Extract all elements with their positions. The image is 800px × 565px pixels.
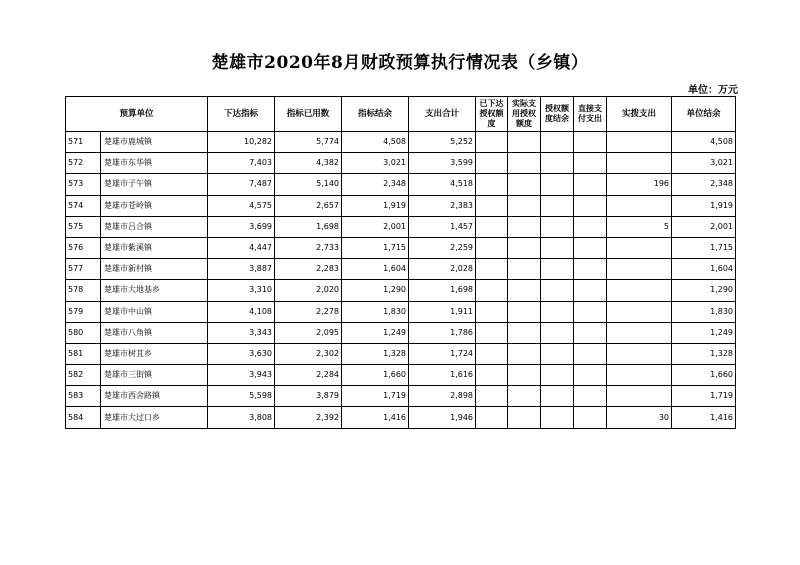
row-number: 576 xyxy=(66,237,101,258)
row-unit-balance: 1,919 xyxy=(672,195,736,216)
table-row xyxy=(66,216,736,237)
row-direct xyxy=(574,174,607,195)
row-number: 574 xyxy=(66,195,101,216)
row-balance: 1,604 xyxy=(342,259,409,280)
row-issued: 4,575 xyxy=(208,195,275,216)
row-issued: 7,403 xyxy=(208,153,275,174)
row-direct xyxy=(574,343,607,364)
row-number: 575 xyxy=(66,216,101,237)
row-total: 2,383 xyxy=(409,195,476,216)
row-allocation xyxy=(607,322,672,343)
row-total: 1,724 xyxy=(409,343,476,364)
row-auth-balance xyxy=(541,132,574,153)
row-auth-balance xyxy=(541,322,574,343)
row-used: 2,020 xyxy=(275,280,342,301)
row-auth-used xyxy=(508,259,541,280)
row-auth-used xyxy=(508,195,541,216)
row-unit-balance: 1,715 xyxy=(672,237,736,258)
col-header-balance: 指标结余 xyxy=(342,97,409,132)
row-auth xyxy=(476,343,508,364)
row-used: 4,382 xyxy=(275,153,342,174)
row-used: 3,879 xyxy=(275,386,342,407)
row-auth-balance xyxy=(541,237,574,258)
row-used: 2,302 xyxy=(275,343,342,364)
row-auth xyxy=(476,259,508,280)
row-issued: 3,630 xyxy=(208,343,275,364)
row-number: 582 xyxy=(66,365,101,386)
table-row xyxy=(66,343,736,364)
row-auth-balance xyxy=(541,174,574,195)
table-row xyxy=(66,153,736,174)
row-unit-name: 楚雄市子午镇 xyxy=(101,174,208,195)
row-auth-used xyxy=(508,365,541,386)
row-allocation xyxy=(607,195,672,216)
table-row xyxy=(66,195,736,216)
row-balance: 2,001 xyxy=(342,216,409,237)
row-unit-name: 楚雄市大地基乡 xyxy=(101,280,208,301)
row-allocation xyxy=(607,343,672,364)
row-direct xyxy=(574,153,607,174)
row-auth xyxy=(476,301,508,322)
table-row xyxy=(66,280,736,301)
row-used: 2,392 xyxy=(275,407,342,428)
col-header-allocation: 实拨支出 xyxy=(607,97,672,132)
row-used: 2,095 xyxy=(275,322,342,343)
row-total: 2,259 xyxy=(409,237,476,258)
row-issued: 5,598 xyxy=(208,386,275,407)
row-auth xyxy=(476,195,508,216)
row-number: 579 xyxy=(66,301,101,322)
row-auth xyxy=(476,365,508,386)
row-used: 2,657 xyxy=(275,195,342,216)
row-total: 1,911 xyxy=(409,301,476,322)
row-balance: 1,328 xyxy=(342,343,409,364)
row-unit-balance: 2,348 xyxy=(672,174,736,195)
row-number: 578 xyxy=(66,280,101,301)
row-auth-balance xyxy=(541,216,574,237)
row-direct xyxy=(574,407,607,428)
row-issued: 3,310 xyxy=(208,280,275,301)
row-used: 2,284 xyxy=(275,365,342,386)
row-auth-used xyxy=(508,301,541,322)
row-auth-balance xyxy=(541,407,574,428)
row-issued: 4,108 xyxy=(208,301,275,322)
table-row xyxy=(66,259,736,280)
row-balance: 1,719 xyxy=(342,386,409,407)
row-allocation xyxy=(607,132,672,153)
row-unit-name: 楚雄市东华镇 xyxy=(101,153,208,174)
table-row xyxy=(66,365,736,386)
row-auth-used xyxy=(508,322,541,343)
row-unit-balance: 1,416 xyxy=(672,407,736,428)
row-unit-name: 楚雄市鹿城镇 xyxy=(101,132,208,153)
table-row xyxy=(66,407,736,428)
table-row xyxy=(66,301,736,322)
page-title: 楚雄市2020年8月财政预算执行情况表（乡镇） xyxy=(211,53,589,73)
col-header-issued: 下达指标 xyxy=(208,97,275,132)
row-total: 4,518 xyxy=(409,174,476,195)
row-direct xyxy=(574,365,607,386)
row-auth-used xyxy=(508,280,541,301)
row-direct xyxy=(574,259,607,280)
table-header-row xyxy=(66,97,736,132)
row-number: 584 xyxy=(66,407,101,428)
row-total: 1,946 xyxy=(409,407,476,428)
row-allocation xyxy=(607,365,672,386)
table-row xyxy=(66,174,736,195)
row-unit-balance: 1,249 xyxy=(672,322,736,343)
row-issued: 7,487 xyxy=(208,174,275,195)
row-unit-balance: 3,021 xyxy=(672,153,736,174)
row-total: 5,252 xyxy=(409,132,476,153)
col-header-direct: 直接支付支出 xyxy=(574,97,607,132)
row-number: 580 xyxy=(66,322,101,343)
row-unit-name: 楚雄市大过口乡 xyxy=(101,407,208,428)
row-unit-name: 楚雄市西舍路镇 xyxy=(101,386,208,407)
row-direct xyxy=(574,237,607,258)
row-auth xyxy=(476,237,508,258)
row-auth-used xyxy=(508,153,541,174)
row-issued: 10,282 xyxy=(208,132,275,153)
row-balance: 3,021 xyxy=(342,153,409,174)
row-allocation xyxy=(607,259,672,280)
row-auth-balance xyxy=(541,153,574,174)
row-used: 2,283 xyxy=(275,259,342,280)
row-balance: 1,919 xyxy=(342,195,409,216)
col-header-unit-balance: 单位结余 xyxy=(672,97,736,132)
row-direct xyxy=(574,322,607,343)
row-unit-balance: 1,604 xyxy=(672,259,736,280)
table-row xyxy=(66,237,736,258)
row-issued: 3,943 xyxy=(208,365,275,386)
row-unit-name: 楚雄市苍岭镇 xyxy=(101,195,208,216)
row-issued: 3,887 xyxy=(208,259,275,280)
row-unit-name: 楚雄市八角镇 xyxy=(101,322,208,343)
row-number: 572 xyxy=(66,153,101,174)
row-used: 1,698 xyxy=(275,216,342,237)
col-header-auth-used: 实际支用授权额度 xyxy=(508,97,541,132)
row-used: 5,774 xyxy=(275,132,342,153)
row-direct xyxy=(574,195,607,216)
row-allocation xyxy=(607,386,672,407)
row-unit-balance: 1,830 xyxy=(672,301,736,322)
row-total: 2,028 xyxy=(409,259,476,280)
row-allocation: 30 xyxy=(607,407,672,428)
row-auth xyxy=(476,322,508,343)
row-auth-used xyxy=(508,237,541,258)
row-balance: 4,508 xyxy=(342,132,409,153)
row-auth-balance xyxy=(541,280,574,301)
row-issued: 3,343 xyxy=(208,322,275,343)
row-auth xyxy=(476,386,508,407)
row-unit-balance: 1,660 xyxy=(672,365,736,386)
row-used: 2,733 xyxy=(275,237,342,258)
row-total: 1,786 xyxy=(409,322,476,343)
row-auth-used xyxy=(508,343,541,364)
row-unit-name: 楚雄市中山镇 xyxy=(101,301,208,322)
row-direct xyxy=(574,280,607,301)
col-header-unit: 预算单位 xyxy=(66,97,208,132)
row-issued: 3,808 xyxy=(208,407,275,428)
col-header-auth-balance: 授权额度结余 xyxy=(541,97,574,132)
row-auth-balance xyxy=(541,301,574,322)
row-auth-balance xyxy=(541,365,574,386)
row-auth-used xyxy=(508,216,541,237)
row-used: 5,140 xyxy=(275,174,342,195)
row-unit-balance: 4,508 xyxy=(672,132,736,153)
row-auth xyxy=(476,132,508,153)
row-balance: 1,249 xyxy=(342,322,409,343)
row-auth xyxy=(476,216,508,237)
row-auth-used xyxy=(508,386,541,407)
row-unit-name: 楚雄市新村镇 xyxy=(101,259,208,280)
row-balance: 1,715 xyxy=(342,237,409,258)
row-number: 571 xyxy=(66,132,101,153)
row-balance: 2,348 xyxy=(342,174,409,195)
row-allocation xyxy=(607,301,672,322)
row-auth-balance xyxy=(541,195,574,216)
row-allocation: 5 xyxy=(607,216,672,237)
row-unit-name: 楚雄市吕合镇 xyxy=(101,216,208,237)
row-auth-balance xyxy=(541,386,574,407)
row-direct xyxy=(574,301,607,322)
col-header-used: 指标已用数 xyxy=(275,97,342,132)
row-balance: 1,416 xyxy=(342,407,409,428)
row-unit-name: 楚雄市树苴乡 xyxy=(101,343,208,364)
row-number: 577 xyxy=(66,259,101,280)
row-auth-used xyxy=(508,174,541,195)
row-unit-name: 楚雄市三街镇 xyxy=(101,365,208,386)
row-auth xyxy=(476,280,508,301)
budget-table xyxy=(65,96,736,429)
row-issued: 3,699 xyxy=(208,216,275,237)
row-number: 583 xyxy=(66,386,101,407)
row-allocation xyxy=(607,237,672,258)
row-auth-balance xyxy=(541,343,574,364)
row-total: 1,616 xyxy=(409,365,476,386)
row-direct xyxy=(574,132,607,153)
row-auth-used xyxy=(508,132,541,153)
row-allocation: 196 xyxy=(607,174,672,195)
row-balance: 1,830 xyxy=(342,301,409,322)
row-direct xyxy=(574,386,607,407)
row-total: 1,698 xyxy=(409,280,476,301)
row-auth-balance xyxy=(541,259,574,280)
table-row xyxy=(66,386,736,407)
row-unit-balance: 1,290 xyxy=(672,280,736,301)
table-row xyxy=(66,322,736,343)
row-unit-balance: 1,719 xyxy=(672,386,736,407)
row-used: 2,278 xyxy=(275,301,342,322)
row-balance: 1,660 xyxy=(342,365,409,386)
row-direct xyxy=(574,216,607,237)
row-number: 573 xyxy=(66,174,101,195)
row-auth xyxy=(476,174,508,195)
row-total: 3,599 xyxy=(409,153,476,174)
row-number: 581 xyxy=(66,343,101,364)
row-allocation xyxy=(607,280,672,301)
row-unit-name: 楚雄市紫溪镇 xyxy=(101,237,208,258)
row-total: 2,898 xyxy=(409,386,476,407)
col-header-auth: 已下达授权额度 xyxy=(476,97,508,132)
row-unit-balance: 1,328 xyxy=(672,343,736,364)
row-allocation xyxy=(607,153,672,174)
table-row xyxy=(66,132,736,153)
row-auth xyxy=(476,153,508,174)
row-balance: 1,290 xyxy=(342,280,409,301)
row-issued: 4,447 xyxy=(208,237,275,258)
unit-label: 单位：万元 xyxy=(688,85,738,96)
row-unit-balance: 2,001 xyxy=(672,216,736,237)
row-auth xyxy=(476,407,508,428)
row-total: 1,457 xyxy=(409,216,476,237)
row-auth-used xyxy=(508,407,541,428)
col-header-total: 支出合计 xyxy=(409,97,476,132)
